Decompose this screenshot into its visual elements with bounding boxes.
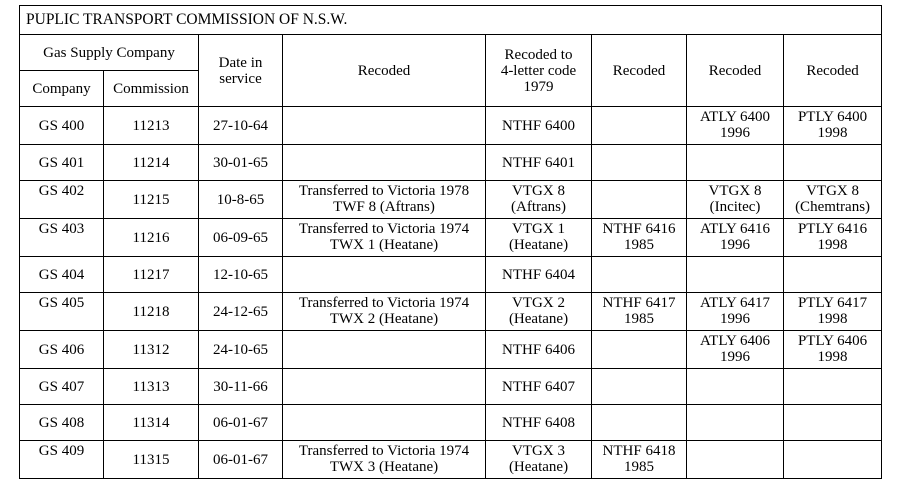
cell-recoded-1979 bbox=[486, 441, 592, 479]
cell-recoded-c-line: PTLY 6406 bbox=[797, 333, 868, 349]
cell-date-in-service: 06-01-67 bbox=[199, 441, 283, 479]
cell-recoded bbox=[283, 405, 486, 441]
cell-date-in-service: 06-01-67 bbox=[199, 405, 283, 441]
cell-recoded-a bbox=[592, 331, 687, 369]
cell-recoded-b bbox=[687, 293, 784, 331]
cell-company: GS 402 bbox=[20, 181, 104, 219]
cell-recoded-c-line: 1998 bbox=[817, 237, 848, 253]
cell-date-in-service: 24-12-65 bbox=[199, 293, 283, 331]
cell-recoded-a-line: 1985 bbox=[624, 311, 654, 327]
document-table-container bbox=[19, 5, 881, 479]
cell-recoded-line: TWX 2 (Heatane) bbox=[329, 311, 439, 327]
cell-recoded-b-line: ATLY 6400 bbox=[699, 109, 771, 125]
cell-company: GS 407 bbox=[20, 369, 104, 405]
cell-recoded-line: Transferred to Victoria 1974 bbox=[298, 443, 470, 459]
cell-commission: 11218 bbox=[104, 293, 199, 331]
cell-recoded-1979 bbox=[486, 293, 592, 331]
cell-recoded-line: TWX 3 (Heatane) bbox=[329, 459, 439, 475]
cell-recoded-b bbox=[687, 331, 784, 369]
wagon-register-table bbox=[19, 5, 882, 479]
cell-recoded-a-line: 1985 bbox=[624, 237, 654, 253]
cell-recoded-a bbox=[592, 107, 687, 145]
cell-company: GS 405 bbox=[20, 293, 104, 331]
cell-recoded-1979-line: VTGX 2 bbox=[512, 295, 565, 311]
cell-recoded-c-line: (Chemtrans) bbox=[795, 199, 871, 215]
cell-recoded-a bbox=[592, 219, 687, 257]
cell-company: GS 409 bbox=[20, 441, 104, 479]
table-row bbox=[20, 257, 882, 293]
cell-recoded bbox=[283, 257, 486, 293]
cell-recoded-c-line: 1998 bbox=[817, 349, 848, 365]
cell-date-in-service: 12-10-65 bbox=[199, 257, 283, 293]
cell-recoded-b-line: 1996 bbox=[720, 125, 750, 141]
cell-recoded-c-line: 1998 bbox=[817, 311, 848, 327]
cell-recoded-a-line: NTHF 6416 bbox=[602, 221, 676, 237]
cell-recoded-1979-line: NTHF 6401 bbox=[502, 154, 575, 171]
cell-commission: 11312 bbox=[104, 331, 199, 369]
cell-recoded-c-line: PTLY 6416 bbox=[797, 221, 868, 237]
cell-recoded-b bbox=[687, 405, 784, 441]
cell-recoded-a bbox=[592, 369, 687, 405]
cell-recoded bbox=[283, 181, 486, 219]
cell-date-in-service: 06-09-65 bbox=[199, 219, 283, 257]
table-row bbox=[20, 107, 882, 145]
cell-recoded-1979 bbox=[486, 405, 592, 441]
table-row bbox=[20, 441, 882, 479]
header-company: Company bbox=[20, 71, 104, 107]
cell-commission: 11313 bbox=[104, 369, 199, 405]
table-row bbox=[20, 181, 882, 219]
cell-commission: 11214 bbox=[104, 145, 199, 181]
cell-recoded bbox=[283, 369, 486, 405]
cell-recoded-c bbox=[784, 293, 882, 331]
cell-commission: 11314 bbox=[104, 405, 199, 441]
header-recoded-c: Recoded bbox=[784, 35, 882, 107]
table-body bbox=[20, 107, 882, 479]
cell-recoded-a bbox=[592, 257, 687, 293]
cell-recoded-b-line: ATLY 6417 bbox=[699, 295, 771, 311]
cell-recoded bbox=[283, 331, 486, 369]
cell-recoded-1979-line: VTGX 3 bbox=[512, 443, 565, 459]
cell-recoded bbox=[283, 441, 486, 479]
cell-recoded-c-line: 1998 bbox=[817, 125, 848, 141]
cell-recoded-b bbox=[687, 181, 784, 219]
table-title: PUPLIC TRANSPORT COMMISSION OF N.S.W. bbox=[20, 6, 882, 35]
cell-recoded-1979 bbox=[486, 145, 592, 181]
table-row bbox=[20, 293, 882, 331]
cell-recoded-b bbox=[687, 441, 784, 479]
cell-recoded-1979-line: NTHF 6407 bbox=[502, 378, 575, 395]
cell-recoded-line: TWX 1 (Heatane) bbox=[329, 237, 439, 253]
cell-recoded-1979-line: (Aftrans) bbox=[511, 199, 566, 215]
cell-date-in-service: 30-11-66 bbox=[199, 369, 283, 405]
cell-recoded-1979 bbox=[486, 331, 592, 369]
cell-commission: 11215 bbox=[104, 181, 199, 219]
cell-recoded-b bbox=[687, 257, 784, 293]
header-recoded-4-letter-code: Recoded to 4-letter code 1979 bbox=[486, 35, 592, 107]
cell-recoded-b-line: ATLY 6416 bbox=[699, 221, 771, 237]
cell-recoded-1979 bbox=[486, 219, 592, 257]
cell-recoded-c-line: VTGX 8 bbox=[806, 183, 860, 199]
cell-company: GS 401 bbox=[20, 145, 104, 181]
cell-recoded-c-line: PTLY 6417 bbox=[797, 295, 868, 311]
cell-recoded-b-line: 1996 bbox=[720, 237, 750, 253]
table-row bbox=[20, 145, 882, 181]
cell-recoded-1979 bbox=[486, 257, 592, 293]
cell-recoded-b bbox=[687, 369, 784, 405]
cell-recoded-c bbox=[784, 107, 882, 145]
cell-recoded bbox=[283, 293, 486, 331]
cell-recoded-b-line: VTGX 8 bbox=[708, 183, 762, 199]
cell-recoded-b-line: 1996 bbox=[720, 349, 750, 365]
cell-recoded-line: Transferred to Victoria 1978 bbox=[298, 183, 470, 199]
cell-commission: 11315 bbox=[104, 441, 199, 479]
cell-recoded-c bbox=[784, 145, 882, 181]
cell-recoded-line: Transferred to Victoria 1974 bbox=[298, 295, 470, 311]
cell-recoded-1979-line: (Heatane) bbox=[508, 459, 569, 475]
cell-recoded-1979-line: NTHF 6408 bbox=[502, 414, 575, 431]
cell-recoded-c bbox=[784, 331, 882, 369]
cell-recoded-1979 bbox=[486, 369, 592, 405]
cell-recoded-a-line: 1985 bbox=[624, 459, 654, 475]
cell-recoded-1979-line: NTHF 6404 bbox=[502, 266, 575, 283]
cell-recoded-line: Transferred to Victoria 1974 bbox=[298, 221, 470, 237]
table-row bbox=[20, 219, 882, 257]
cell-recoded-1979-line: NTHF 6406 bbox=[502, 341, 575, 358]
cell-recoded-b-line: (Incitec) bbox=[709, 199, 761, 215]
cell-company: GS 408 bbox=[20, 405, 104, 441]
cell-commission: 11213 bbox=[104, 107, 199, 145]
cell-commission: 11216 bbox=[104, 219, 199, 257]
cell-recoded-b-line: 1996 bbox=[720, 311, 750, 327]
cell-recoded-1979-line: NTHF 6400 bbox=[502, 117, 575, 134]
cell-recoded bbox=[283, 145, 486, 181]
cell-recoded-b bbox=[687, 145, 784, 181]
cell-company: GS 403 bbox=[20, 219, 104, 257]
cell-company: GS 404 bbox=[20, 257, 104, 293]
cell-recoded-line: TWF 8 (Aftrans) bbox=[333, 199, 435, 215]
table-row bbox=[20, 369, 882, 405]
cell-date-in-service: 30-01-65 bbox=[199, 145, 283, 181]
header-recoded: Recoded bbox=[283, 35, 486, 107]
cell-company: GS 406 bbox=[20, 331, 104, 369]
cell-recoded-a bbox=[592, 441, 687, 479]
cell-recoded-b-line: ATLY 6406 bbox=[699, 333, 771, 349]
cell-recoded bbox=[283, 219, 486, 257]
cell-recoded-a-line: NTHF 6417 bbox=[602, 295, 676, 311]
header-date-in-service: Date in service bbox=[199, 35, 283, 107]
cell-date-in-service: 10-8-65 bbox=[199, 181, 283, 219]
cell-recoded-a bbox=[592, 181, 687, 219]
cell-recoded-1979-line: VTGX 8 bbox=[512, 183, 565, 199]
table-row bbox=[20, 331, 882, 369]
cell-recoded-1979-line: (Heatane) bbox=[508, 311, 569, 327]
cell-recoded-a bbox=[592, 405, 687, 441]
cell-recoded-c bbox=[784, 219, 882, 257]
table-row bbox=[20, 405, 882, 441]
cell-recoded-c bbox=[784, 441, 882, 479]
cell-recoded-1979 bbox=[486, 107, 592, 145]
cell-recoded-c bbox=[784, 369, 882, 405]
cell-recoded-c bbox=[784, 405, 882, 441]
cell-company: GS 400 bbox=[20, 107, 104, 145]
cell-recoded-1979 bbox=[486, 181, 592, 219]
header-recoded-b: Recoded bbox=[687, 35, 784, 107]
cell-date-in-service: 24-10-65 bbox=[199, 331, 283, 369]
cell-recoded-a-line: NTHF 6418 bbox=[602, 443, 676, 459]
cell-recoded-b bbox=[687, 219, 784, 257]
cell-recoded-a bbox=[592, 293, 687, 331]
cell-recoded-b bbox=[687, 107, 784, 145]
cell-recoded-c bbox=[784, 257, 882, 293]
cell-recoded-a bbox=[592, 145, 687, 181]
cell-recoded bbox=[283, 107, 486, 145]
cell-recoded-1979-line: (Heatane) bbox=[508, 237, 569, 253]
header-commission: Commission bbox=[104, 71, 199, 107]
cell-recoded-c-line: PTLY 6400 bbox=[797, 109, 868, 125]
header-recoded-a: Recoded bbox=[592, 35, 687, 107]
cell-date-in-service: 27-10-64 bbox=[199, 107, 283, 145]
cell-commission: 11217 bbox=[104, 257, 199, 293]
cell-recoded-1979-line: VTGX 1 bbox=[512, 221, 565, 237]
cell-recoded-c bbox=[784, 181, 882, 219]
header-gas-supply-company: Gas Supply Company bbox=[20, 35, 199, 71]
